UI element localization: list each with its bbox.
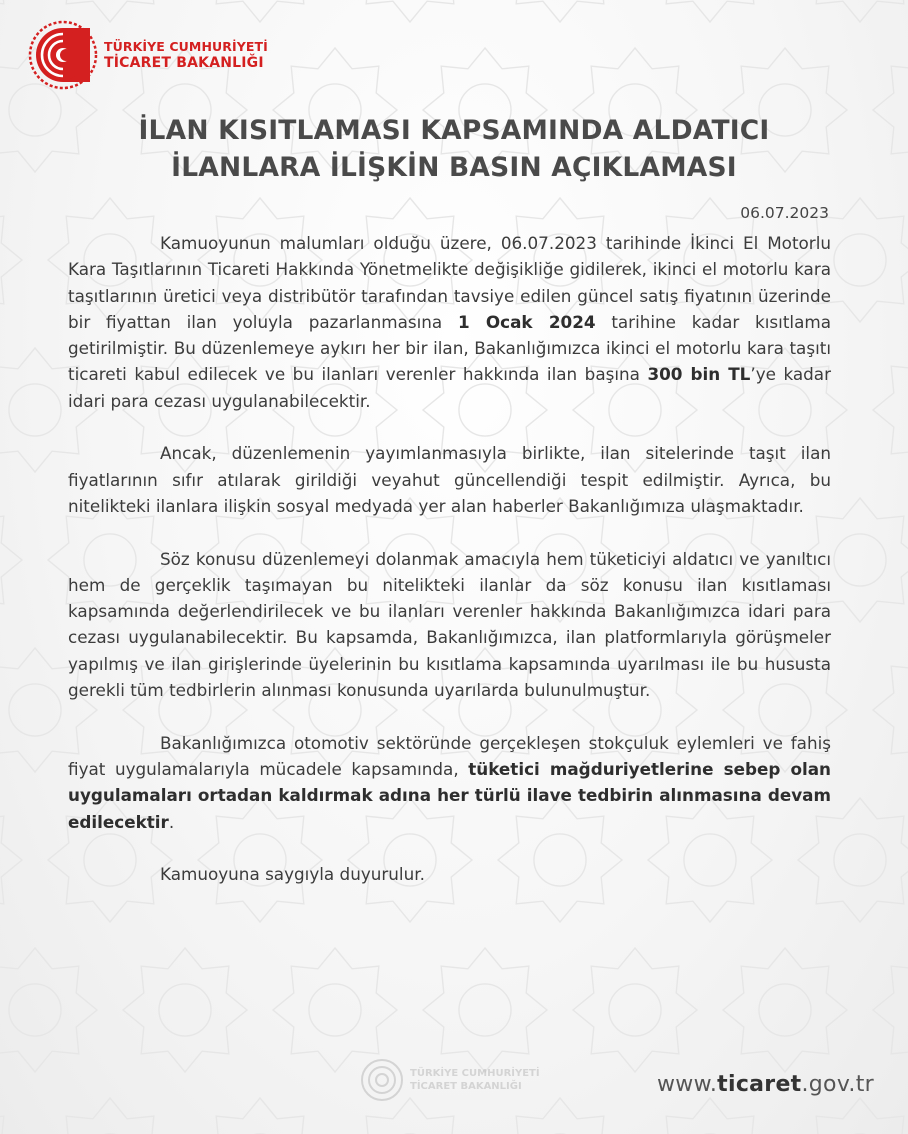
- pattern-star: [0, 498, 22, 622]
- pattern-ring: [159, 984, 211, 1036]
- pattern-ring: [609, 984, 661, 1036]
- pattern-star: [48, 1098, 172, 1134]
- title-line1: İLAN KISITLAMASI KAPSAMINDA ALDATICI: [138, 115, 770, 146]
- pattern-star: [498, 0, 622, 22]
- paragraph-1-fine-highlight: 300 bin TL: [647, 364, 751, 385]
- pattern-ring: [9, 984, 61, 1036]
- footer-watermark-line2: TİCARET BAKANLIĞI: [410, 1081, 522, 1092]
- pattern-star: [498, 1098, 622, 1134]
- pattern-ring: [309, 984, 361, 1036]
- pattern-star: [873, 948, 908, 1072]
- closing-line: Kamuoyuna saygıyla duyurulur.: [160, 864, 425, 885]
- pattern-ring: [459, 984, 511, 1036]
- page-title: [0, 112, 908, 186]
- pattern-star: [648, 0, 772, 22]
- url-prefix: www.: [657, 1072, 718, 1097]
- pattern-star: [123, 948, 247, 1072]
- paragraph-2: Ancak, düzenlemenin yayımlanmasıyla birlikte, ilan sitelerinde taşıt ilan fiyatlarının sıfır atılarak girildiği veyahut güncellendiği tespit edilmiştir. Ayrıca, bu nitelikteki ilanlara ilişkin sosyal medyada yer alan haberler Bakanlığımıza ulaşmaktadır.: [68, 443, 831, 516]
- paragraph-1-text-a: Kamuoyunun malumları olduğu üzere, 06.07.2023 tarihinde İkinci El Motorlu Kara Taşıtlarının Ticareti Hakkında Yönetmelikte değişikliğe gidilerek, ikinci el motorlu kara taşıtlarının üretici veya distribütör tarafından tavsiye edilen güncel satış fiyatının üzerinde bir fiyattan ilan yoluyla pazarlanmasına: [68, 233, 831, 332]
- pattern-ring: [9, 684, 61, 736]
- footer-emblem-icon: [360, 1058, 404, 1102]
- ministry-website-link[interactable]: [657, 1072, 874, 1097]
- pattern-star: [198, 1098, 322, 1134]
- org-name-line2: TİCARET BAKANLIĞI: [104, 55, 264, 71]
- org-name-line1: TÜRKİYE CUMHURİYETİ: [104, 39, 268, 54]
- pattern-star: [0, 0, 22, 22]
- pattern-star: [798, 1098, 908, 1134]
- pattern-ring: [834, 234, 886, 286]
- pattern-star: [0, 798, 22, 922]
- pattern-ring: [9, 384, 61, 436]
- pattern-star: [198, 0, 322, 22]
- paragraph-3: Söz konusu düzenlemeyi dolanmak amacıyla hem tüketiciyi aldatıcı ve yanıltıcı hem de gerçeklik taşımayan bu nitelikteki ilanlar da söz konusu ilan kısıtlaması kapsamında değerlendirilecek ve bu ilanları verenler hakkında Bakanlığımızca idari para cezası uygulanabilecektir. Bu kapsamda, Bakanlığımızca, ilan platformlarıyla görüşmeler yapılmış ve ilan girişlerinde üyelerinin bu kısıtlama kapsamında uyarılması ile bu hususta gerekli tüm tedbirlerin alınması konusunda uyarılarda bulunulmuştur.: [68, 548, 831, 701]
- paragraph-1: [68, 230, 831, 414]
- paragraph-4-text-c: .: [168, 811, 175, 832]
- pattern-ring: [834, 534, 886, 586]
- paragraph-4: [68, 730, 831, 835]
- pattern-ring: [759, 984, 811, 1036]
- pattern-star: [0, 948, 97, 1072]
- url-suffix: .gov.tr: [801, 1072, 874, 1097]
- pattern-star: [648, 1098, 772, 1134]
- paragraph-1-date-highlight: 1 Ocak 2024: [457, 311, 596, 332]
- pattern-ring: [834, 834, 886, 886]
- pattern-star: [723, 948, 847, 1072]
- paragraph-1-text-c: tarihine kadar kısıtlama getirilmiştir. Bu düzenlemeye aykırı her bir ilan, Bakanlığımızca ikinci el motorlu kara taşıtı ticareti kabul edilecek ve bu ilanları verenler hakkında ilan başına: [68, 311, 831, 385]
- pattern-star: [573, 948, 697, 1072]
- pattern-star: [873, 348, 908, 472]
- ministry-logo: [28, 20, 268, 90]
- pattern-star: [0, 1098, 22, 1134]
- press-release-body: [68, 230, 831, 914]
- paragraph-1-text-e: ’ye kadar idari para cezası uygulanabilecektir.: [68, 364, 831, 411]
- paragraph-4-text-a: Bakanlığımızca otomotiv sektöründe gerçekleşen stokçuluk eylemleri ve fahiş fiyat uygulamalarıyla mücadele kapsamında,: [68, 732, 831, 779]
- title-line2: İLANLARA İLİŞKİN BASIN AÇIKLAMASI: [171, 152, 737, 183]
- paragraph-4-highlight: tüketici mağduriyetlerine sebep olan uygulamaları ortadan kaldırmak adına her türlü ilave tedbirin alınmasına devam edilecektir: [68, 758, 832, 832]
- ministry-emblem-icon: [28, 20, 98, 90]
- pattern-star: [423, 948, 547, 1072]
- footer-watermark-logo: [360, 1058, 540, 1102]
- url-domain: ticaret: [717, 1072, 802, 1097]
- release-date: 06.07.2023: [740, 204, 829, 222]
- pattern-star: [0, 198, 22, 322]
- pattern-star: [798, 0, 908, 22]
- footer-watermark-line1: TÜRKİYE CUMHURİYETİ: [410, 1068, 540, 1079]
- pattern-star: [348, 0, 472, 22]
- pattern-star: [273, 948, 397, 1072]
- pattern-star: [348, 1098, 472, 1134]
- pattern-star: [873, 648, 908, 772]
- pattern-star: [48, 0, 172, 22]
